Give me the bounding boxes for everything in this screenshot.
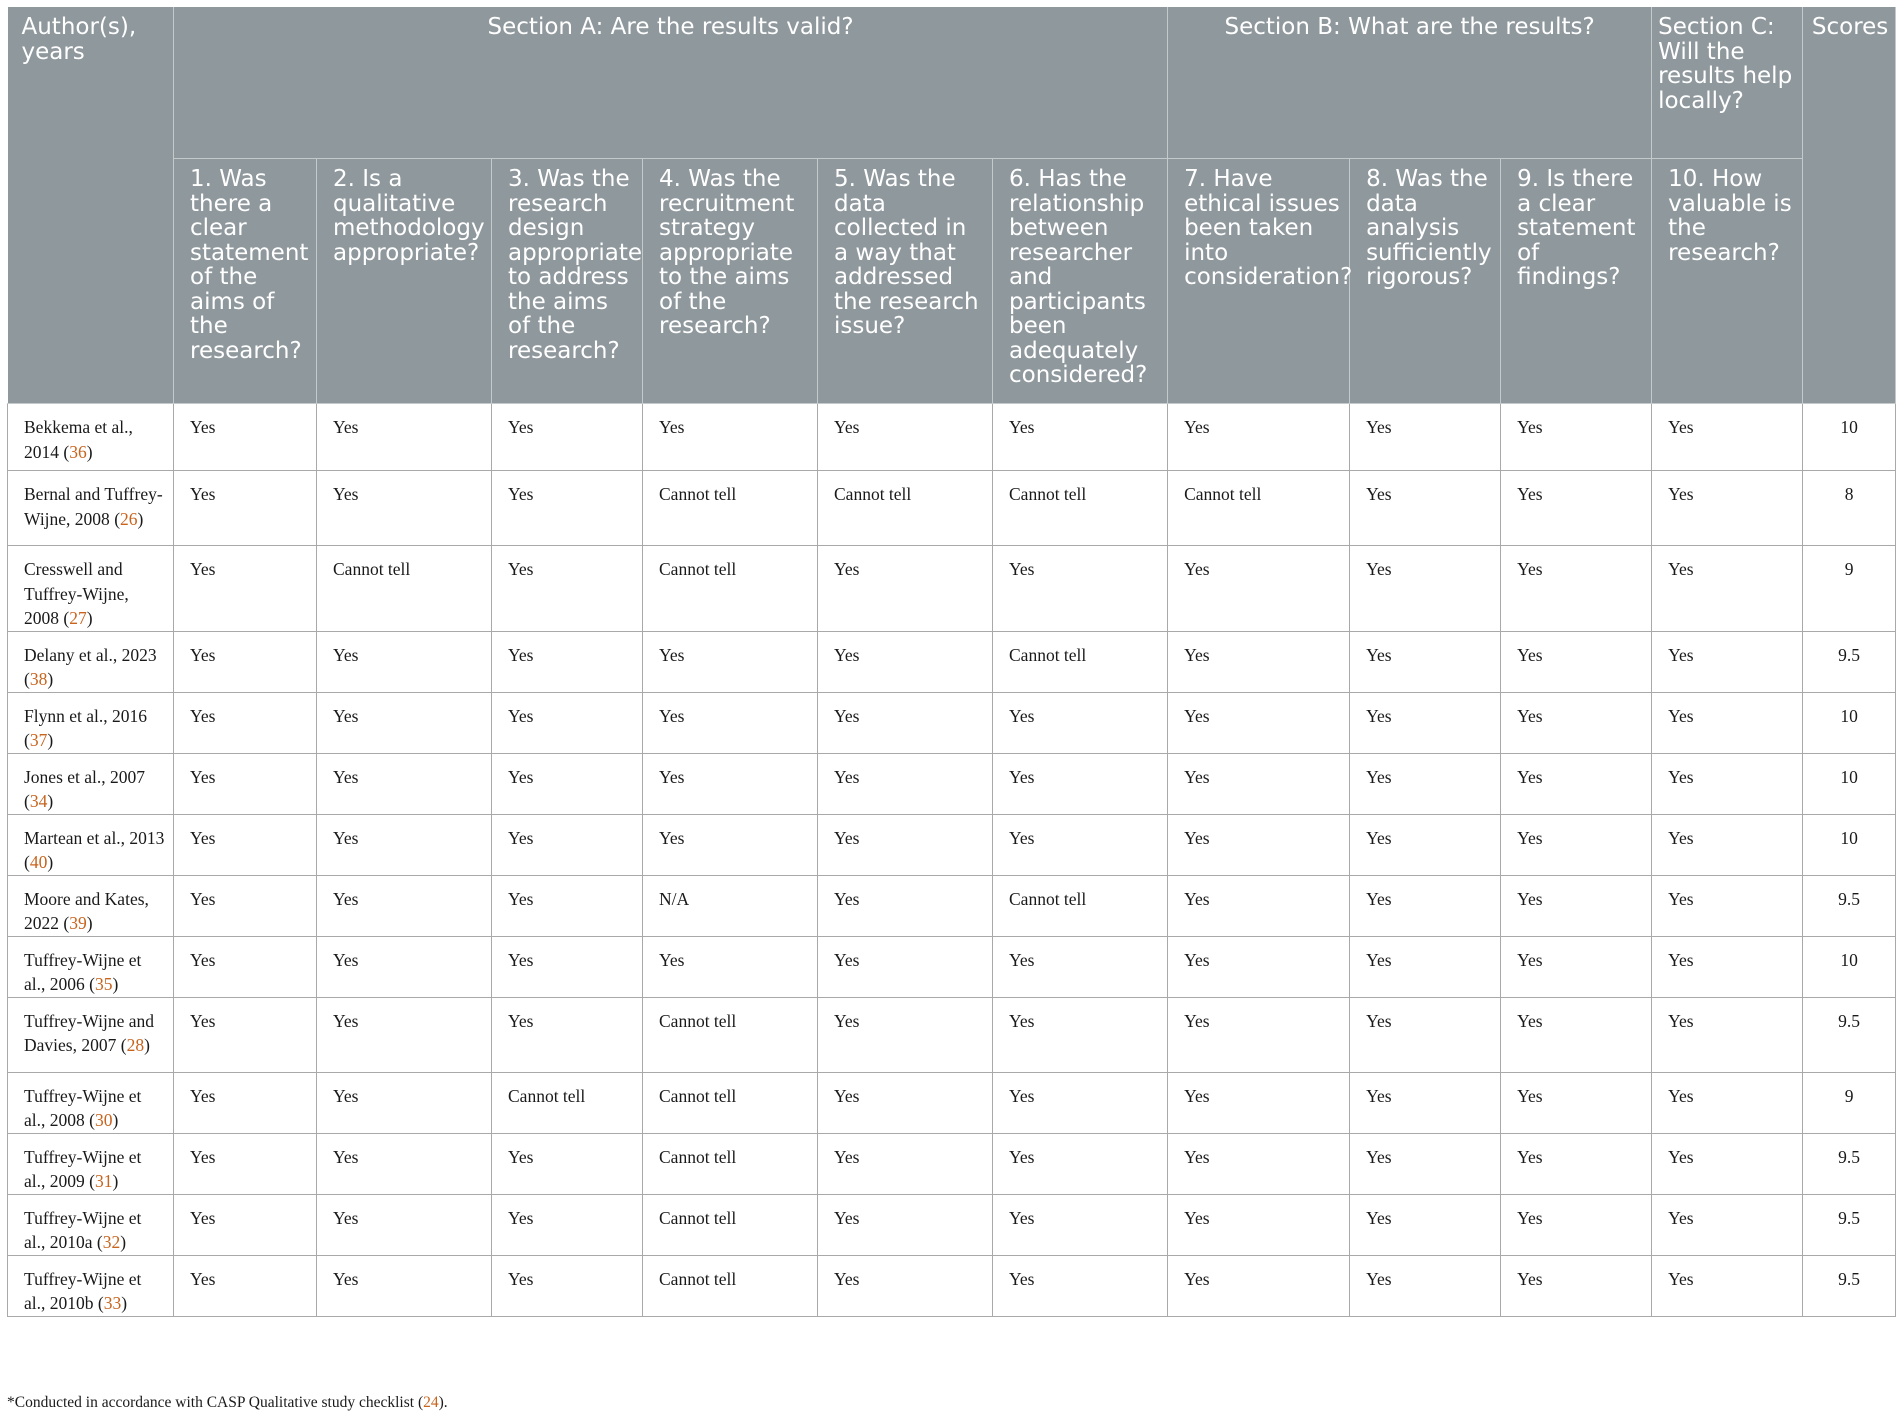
score-cell: 8 — [1803, 471, 1896, 546]
footnote-reference-link[interactable]: 24 — [423, 1394, 439, 1411]
answer-cell-q10: Yes — [1652, 404, 1803, 471]
answer-cell-q9: Yes — [1501, 1194, 1652, 1255]
answer-cell-q3: Yes — [492, 753, 643, 814]
question-4-header: 4. Was the recruitment strategy appropriate to the aims of the research? — [643, 159, 818, 404]
answer-cell-q9: Yes — [1501, 404, 1652, 471]
answer-cell-q4: Cannot tell — [643, 471, 818, 546]
answer-cell-q5: Yes — [818, 753, 993, 814]
answer-cell-q4: Yes — [643, 631, 818, 692]
answer-cell-q2: Yes — [317, 1133, 492, 1194]
answer-cell-q10: Yes — [1652, 814, 1803, 875]
answer-cell-q9: Yes — [1501, 1255, 1652, 1316]
author-name: Jones et al., 2007 — [24, 766, 146, 787]
answer-cell-q10: Yes — [1652, 753, 1803, 814]
score-cell: 9.5 — [1803, 631, 1896, 692]
answer-cell-q10: Yes — [1652, 875, 1803, 936]
answer-cell-q7: Yes — [1168, 404, 1350, 471]
question-6-header: 6. Has the relationship between researcher and participants been adequately considered? — [993, 159, 1168, 404]
author-name: Bernal and Tuffrey-Wijne, 2008 — [24, 484, 163, 529]
score-cell: 9.5 — [1803, 1255, 1896, 1316]
answer-cell-q4: Yes — [643, 753, 818, 814]
table-row — [8, 631, 1896, 692]
answer-cell-q6: Yes — [993, 1133, 1168, 1194]
answer-cell-q2: Yes — [317, 875, 492, 936]
answer-cell-q5: Cannot tell — [818, 471, 993, 546]
score-cell: 9 — [1803, 1072, 1896, 1133]
answer-cell-q7: Yes — [1168, 997, 1350, 1072]
score-cell: 10 — [1803, 404, 1896, 471]
answer-cell-q6: Yes — [993, 546, 1168, 632]
question-10-header: 10. How valuable is the research? — [1652, 159, 1803, 404]
reference-link[interactable]: 34 — [29, 791, 48, 811]
answer-cell-q5: Yes — [818, 997, 993, 1072]
reference-link[interactable]: 37 — [29, 730, 48, 750]
score-cell: 9.5 — [1803, 1194, 1896, 1255]
table-row — [8, 936, 1896, 997]
answer-cell-q10: Yes — [1652, 1072, 1803, 1133]
reference-link[interactable]: 27 — [69, 608, 87, 628]
section-a-header: Section A: Are the results valid? — [174, 7, 1168, 159]
question-7-header: 7. Have ethical issues been taken into consideration? — [1168, 159, 1350, 404]
answer-cell-q2: Yes — [317, 692, 492, 753]
answer-cell-q7: Yes — [1168, 1072, 1350, 1133]
author-cell: Bernal and Tuffrey-Wijne, 2008 (26) — [8, 471, 174, 546]
question-1-header: 1. Was there a clear statement of the aims of the research? — [174, 159, 317, 404]
answer-cell-q8: Yes — [1350, 1072, 1501, 1133]
footnote-end: ). — [438, 1394, 448, 1411]
author-cell: Tuffrey-Wijne et al., 2010a (32) — [8, 1194, 174, 1255]
answer-cell-q8: Yes — [1350, 936, 1501, 997]
answer-cell-q2: Yes — [317, 997, 492, 1072]
answer-cell-q1: Yes — [174, 814, 317, 875]
answer-cell-q9: Yes — [1501, 936, 1652, 997]
table-row — [8, 471, 1896, 546]
reference-link[interactable]: 38 — [29, 669, 48, 689]
answer-cell-q6: Yes — [993, 936, 1168, 997]
author-name: Martean et al., 2013 — [24, 827, 165, 848]
answer-cell-q6: Yes — [993, 753, 1168, 814]
answer-cell-q8: Yes — [1350, 875, 1501, 936]
answer-cell-q7: Yes — [1168, 1194, 1350, 1255]
answer-cell-q1: Yes — [174, 875, 317, 936]
answer-cell-q6: Yes — [993, 997, 1168, 1072]
answer-cell-q9: Yes — [1501, 875, 1652, 936]
author-name: Flynn et al., 2016 — [24, 705, 147, 726]
answer-cell-q4: Cannot tell — [643, 1194, 818, 1255]
question-header-row — [8, 159, 1896, 404]
answer-cell-q2: Yes — [317, 936, 492, 997]
author-name: Tuffrey-Wijne and Davies, 2007 — [24, 1010, 155, 1055]
answer-cell-q9: Yes — [1501, 692, 1652, 753]
question-2-header: 2. Is a qualitative methodology appropriate? — [317, 159, 492, 404]
reference-link[interactable]: 39 — [69, 913, 87, 933]
answer-cell-q2: Yes — [317, 631, 492, 692]
answer-cell-q4: Cannot tell — [643, 546, 818, 632]
section-c-header: Section C: Will the results help locally? — [1652, 7, 1803, 159]
answer-cell-q6: Yes — [993, 692, 1168, 753]
question-9-header: 9. Is there a clear statement of findings? — [1501, 159, 1652, 404]
score-cell: 9.5 — [1803, 1133, 1896, 1194]
answer-cell-q4: Yes — [643, 404, 818, 471]
answer-cell-q3: Yes — [492, 936, 643, 997]
author-cell: Jones et al., 2007 (34) — [8, 753, 174, 814]
answer-cell-q8: Yes — [1350, 753, 1501, 814]
score-cell: 10 — [1803, 692, 1896, 753]
answer-cell-q3: Yes — [492, 471, 643, 546]
table-row — [8, 546, 1896, 632]
answer-cell-q10: Yes — [1652, 1133, 1803, 1194]
score-cell: 9.5 — [1803, 997, 1896, 1072]
answer-cell-q5: Yes — [818, 1072, 993, 1133]
author-cell: Martean et al., 2013 (40) — [8, 814, 174, 875]
answer-cell-q2: Yes — [317, 1194, 492, 1255]
author-name: Tuffrey-Wijne et al., 2008 — [24, 1085, 142, 1130]
answer-cell-q4: Cannot tell — [643, 1255, 818, 1316]
score-cell: 9.5 — [1803, 875, 1896, 936]
answer-cell-q10: Yes — [1652, 1255, 1803, 1316]
answer-cell-q7: Yes — [1168, 814, 1350, 875]
answer-cell-q3: Yes — [492, 814, 643, 875]
answer-cell-q9: Yes — [1501, 1072, 1652, 1133]
answer-cell-q1: Yes — [174, 692, 317, 753]
answer-cell-q3: Yes — [492, 404, 643, 471]
answer-cell-q1: Yes — [174, 753, 317, 814]
answer-cell-q9: Yes — [1501, 753, 1652, 814]
table-row — [8, 404, 1896, 471]
score-cell: 9 — [1803, 546, 1896, 632]
casp-table-container — [7, 7, 1895, 1317]
answer-cell-q8: Yes — [1350, 692, 1501, 753]
author-cell: Flynn et al., 2016 (37) — [8, 692, 174, 753]
answer-cell-q5: Yes — [818, 546, 993, 632]
table-row — [8, 1194, 1896, 1255]
author-name: Tuffrey-Wijne et al., 2009 — [24, 1146, 142, 1191]
answer-cell-q4: Cannot tell — [643, 1133, 818, 1194]
answer-cell-q9: Yes — [1501, 997, 1652, 1072]
answer-cell-q8: Yes — [1350, 1133, 1501, 1194]
answer-cell-q4: Yes — [643, 814, 818, 875]
answer-cell-q1: Yes — [174, 936, 317, 997]
score-cell: 10 — [1803, 753, 1896, 814]
answer-cell-q8: Yes — [1350, 546, 1501, 632]
answer-cell-q10: Yes — [1652, 1194, 1803, 1255]
answer-cell-q1: Yes — [174, 997, 317, 1072]
answer-cell-q8: Yes — [1350, 471, 1501, 546]
answer-cell-q1: Yes — [174, 546, 317, 632]
author-cell: Delany et al., 2023 (38) — [8, 631, 174, 692]
answer-cell-q5: Yes — [818, 1133, 993, 1194]
reference-link[interactable]: 31 — [94, 1171, 113, 1191]
answer-cell-q6: Yes — [993, 1255, 1168, 1316]
answer-cell-q7: Yes — [1168, 753, 1350, 814]
answer-cell-q8: Yes — [1350, 1255, 1501, 1316]
author-cell: Bekkema et al., 2014 (36) — [8, 404, 174, 471]
answer-cell-q5: Yes — [818, 936, 993, 997]
answer-cell-q4: N/A — [643, 875, 818, 936]
author-cell: Moore and Kates, 2022 (39) — [8, 875, 174, 936]
author-name: Moore and Kates, 2022 — [24, 888, 149, 933]
answer-cell-q9: Yes — [1501, 1133, 1652, 1194]
answer-cell-q5: Yes — [818, 814, 993, 875]
section-b-header: Section B: What are the results? — [1168, 7, 1652, 159]
question-3-header: 3. Was the research design appropriate to address the aims of the research? — [492, 159, 643, 404]
reference-link[interactable]: 40 — [29, 852, 48, 872]
answer-cell-q7: Yes — [1168, 692, 1350, 753]
answer-cell-q10: Yes — [1652, 471, 1803, 546]
table-row — [8, 814, 1896, 875]
footnote-text: Conducted in accordance with CASP Qualitative study checklist ( — [14, 1394, 424, 1411]
author-cell: Tuffrey-Wijne and Davies, 2007 (28) — [8, 997, 174, 1072]
answer-cell-q6: Yes — [993, 814, 1168, 875]
answer-cell-q8: Yes — [1350, 631, 1501, 692]
answer-cell-q6: Yes — [993, 1072, 1168, 1133]
answer-cell-q7: Yes — [1168, 546, 1350, 632]
answer-cell-q7: Yes — [1168, 1133, 1350, 1194]
answer-cell-q4: Yes — [643, 936, 818, 997]
answer-cell-q3: Yes — [492, 875, 643, 936]
answer-cell-q6: Cannot tell — [993, 471, 1168, 546]
answer-cell-q10: Yes — [1652, 997, 1803, 1072]
answer-cell-q1: Yes — [174, 1072, 317, 1133]
table-row — [8, 1255, 1896, 1316]
answer-cell-q7: Yes — [1168, 631, 1350, 692]
answer-cell-q1: Yes — [174, 404, 317, 471]
answer-cell-q5: Yes — [818, 631, 993, 692]
answer-cell-q6: Cannot tell — [993, 631, 1168, 692]
footnote-marker: * — [7, 1394, 15, 1411]
author-cell: Tuffrey-Wijne et al., 2010b (33) — [8, 1255, 174, 1316]
answer-cell-q10: Yes — [1652, 692, 1803, 753]
reference-link[interactable]: 32 — [102, 1232, 121, 1252]
answer-cell-q1: Yes — [174, 1255, 317, 1316]
answer-cell-q5: Yes — [818, 692, 993, 753]
answer-cell-q3: Yes — [492, 631, 643, 692]
answer-cell-q8: Yes — [1350, 997, 1501, 1072]
answer-cell-q10: Yes — [1652, 936, 1803, 997]
answer-cell-q5: Yes — [818, 1194, 993, 1255]
answer-cell-q2: Cannot tell — [317, 546, 492, 632]
answer-cell-q2: Yes — [317, 814, 492, 875]
answer-cell-q9: Yes — [1501, 631, 1652, 692]
answer-cell-q5: Yes — [818, 875, 993, 936]
answer-cell-q3: Yes — [492, 997, 643, 1072]
answer-cell-q3: Yes — [492, 546, 643, 632]
answer-cell-q6: Cannot tell — [993, 875, 1168, 936]
answer-cell-q8: Yes — [1350, 1194, 1501, 1255]
table-row — [8, 997, 1896, 1072]
answer-cell-q1: Yes — [174, 631, 317, 692]
answer-cell-q5: Yes — [818, 404, 993, 471]
question-5-header: 5. Was the data collected in a way that addressed the research issue? — [818, 159, 993, 404]
answer-cell-q7: Yes — [1168, 936, 1350, 997]
reference-link[interactable]: 35 — [94, 974, 113, 994]
reference-link[interactable]: 30 — [94, 1110, 113, 1130]
table-row — [8, 1072, 1896, 1133]
answer-cell-q2: Yes — [317, 404, 492, 471]
author-name: Delany et al., 2023 — [24, 644, 157, 665]
reference-link[interactable]: 28 — [126, 1035, 145, 1055]
table-body — [8, 404, 1896, 1317]
answer-cell-q1: Yes — [174, 471, 317, 546]
author-name: Tuffrey-Wijne et al., 2010a — [24, 1207, 142, 1252]
answer-cell-q3: Yes — [492, 1255, 643, 1316]
answer-cell-q3: Yes — [492, 1194, 643, 1255]
author-name: Tuffrey-Wijne et al., 2010b — [24, 1268, 142, 1313]
answer-cell-q4: Cannot tell — [643, 997, 818, 1072]
answer-cell-q7: Yes — [1168, 1255, 1350, 1316]
answer-cell-q3: Cannot tell — [492, 1072, 643, 1133]
answer-cell-q4: Cannot tell — [643, 1072, 818, 1133]
answer-cell-q6: Yes — [993, 1194, 1168, 1255]
answer-cell-q10: Yes — [1652, 546, 1803, 632]
author-name: Tuffrey-Wijne et al., 2006 — [24, 949, 142, 994]
answer-cell-q9: Yes — [1501, 814, 1652, 875]
author-cell: Tuffrey-Wijne et al., 2006 (35) — [8, 936, 174, 997]
footnote — [7, 1394, 448, 1412]
answer-cell-q2: Yes — [317, 1255, 492, 1316]
table-row — [8, 753, 1896, 814]
answer-cell-q7: Yes — [1168, 875, 1350, 936]
author-column-header: Author(s), years — [8, 7, 174, 404]
section-header-row — [8, 7, 1896, 159]
author-name: Bekkema et al., 2014 — [24, 417, 133, 462]
table-row — [8, 875, 1896, 936]
answer-cell-q7: Cannot tell — [1168, 471, 1350, 546]
answer-cell-q8: Yes — [1350, 814, 1501, 875]
scores-column-header: Scores — [1803, 7, 1896, 404]
reference-link[interactable]: 36 — [69, 441, 87, 462]
answer-cell-q2: Yes — [317, 1072, 492, 1133]
answer-cell-q8: Yes — [1350, 404, 1501, 471]
answer-cell-q4: Yes — [643, 692, 818, 753]
answer-cell-q1: Yes — [174, 1133, 317, 1194]
answer-cell-q9: Yes — [1501, 546, 1652, 632]
answer-cell-q3: Yes — [492, 1133, 643, 1194]
answer-cell-q2: Yes — [317, 753, 492, 814]
answer-cell-q1: Yes — [174, 1194, 317, 1255]
author-cell: Cresswell and Tuffrey-Wijne, 2008 (27) — [8, 546, 174, 632]
answer-cell-q9: Yes — [1501, 471, 1652, 546]
answer-cell-q3: Yes — [492, 692, 643, 753]
author-cell: Tuffrey-Wijne et al., 2008 (30) — [8, 1072, 174, 1133]
answer-cell-q2: Yes — [317, 471, 492, 546]
reference-link[interactable]: 26 — [120, 508, 138, 529]
answer-cell-q6: Yes — [993, 404, 1168, 471]
question-8-header: 8. Was the data analysis sufficiently rigorous? — [1350, 159, 1501, 404]
author-name: Cresswell and Tuffrey-Wijne, 2008 — [24, 559, 129, 628]
answer-cell-q10: Yes — [1652, 631, 1803, 692]
table-row — [8, 692, 1896, 753]
reference-link[interactable]: 33 — [103, 1293, 122, 1313]
score-cell: 10 — [1803, 936, 1896, 997]
author-cell: Tuffrey-Wijne et al., 2009 (31) — [8, 1133, 174, 1194]
answer-cell-q5: Yes — [818, 1255, 993, 1316]
table-row — [8, 1133, 1896, 1194]
casp-quality-table — [7, 7, 1896, 1317]
score-cell: 10 — [1803, 814, 1896, 875]
